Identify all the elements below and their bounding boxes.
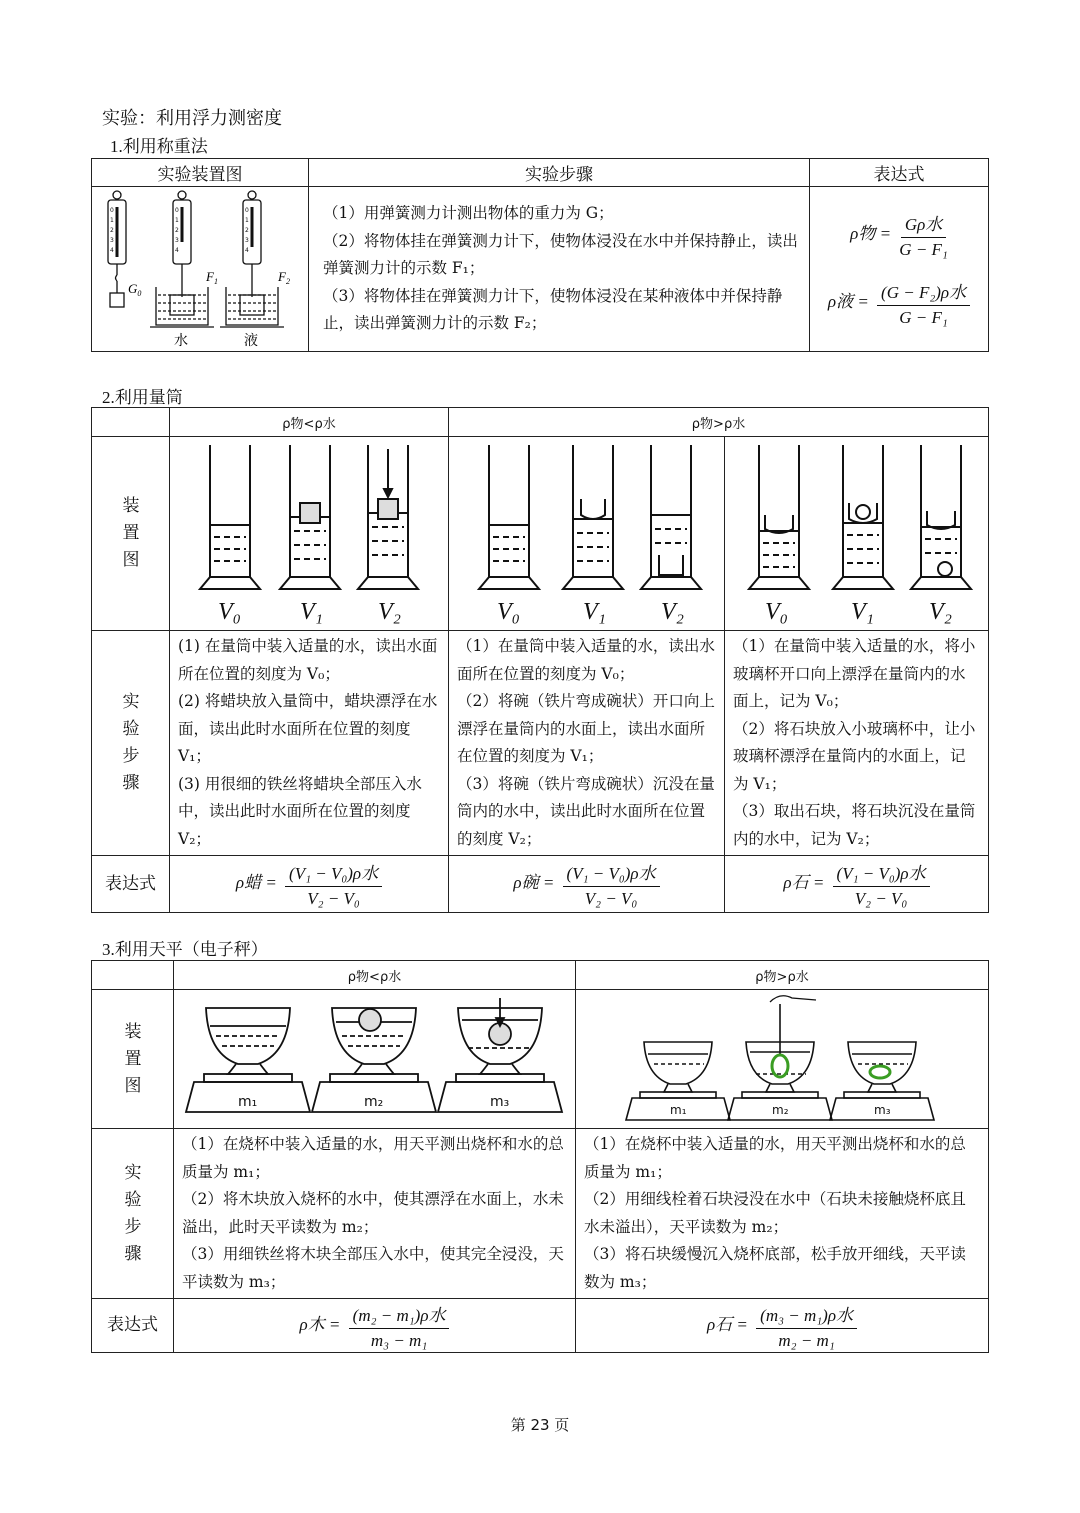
step-1: （1）用弹簧测力计测出物体的重力为 G； <box>323 204 614 223</box>
label-f1: $F_1$ <box>206 269 218 286</box>
balance-figure-b <box>576 990 988 1128</box>
section1-figure-cell <box>92 187 309 352</box>
step-a-1: (1) 在量筒中装入适量的水，读出水面所在位置的刻度为 V₀； <box>178 637 438 683</box>
col-header-steps: 实验步骤 <box>309 159 810 187</box>
steps-3a <box>174 1129 576 1299</box>
cylinder-figure-a <box>170 437 448 630</box>
label-m2: m₂ <box>364 1094 384 1110</box>
section1-table <box>91 158 989 352</box>
svg-text:2: 2 <box>175 227 179 234</box>
section2-heading: 2.利用量筒 <box>102 388 183 407</box>
section1-formulas <box>810 187 989 352</box>
label-v1: V₁ <box>300 599 324 625</box>
svg-text:0: 0 <box>175 207 179 214</box>
row-label-expression: 表达式 <box>92 856 170 913</box>
steps-b <box>449 631 725 856</box>
step-b-3: （3）将碗（铁片弯成碗状）沉没在量筒内的水中，读出此时水面所在位置的刻度 V₂； <box>457 774 715 848</box>
svg-text:3: 3 <box>245 237 249 244</box>
steps-3b <box>576 1129 989 1299</box>
label-v2-c: V₂ <box>929 599 953 625</box>
section1-heading: 1.利用称重法 <box>110 137 208 156</box>
steps-a <box>170 631 449 856</box>
label-m3: m₃ <box>490 1094 510 1110</box>
svg-text:0: 0 <box>245 207 249 214</box>
label-m1: m₁ <box>238 1094 258 1110</box>
step-3a-1: （1）在烧杯中装入适量的水，用天平测出烧杯和水的总质量为 m₁； <box>182 1135 564 1181</box>
page-title: 实验：利用浮力测密度 <box>102 108 282 129</box>
svg-text:4: 4 <box>175 247 179 254</box>
label-v1-b: V₁ <box>583 599 607 625</box>
svg-text:1: 1 <box>110 217 114 224</box>
step-a-3: (3) 用很细的铁丝将蜡块全部压入水中，读出此时水面所在位置的刻度 V₂； <box>178 774 422 848</box>
row-label-device-3: 装置图 <box>92 990 174 1129</box>
row-label-steps: 实验步骤 <box>92 631 170 856</box>
cylinder-figure-c <box>725 437 988 630</box>
page-number: 第 23 页 <box>510 1416 570 1434</box>
section1-steps <box>309 187 810 352</box>
cylinders-c <box>725 437 989 631</box>
step-3b-1: （1）在烧杯中装入适量的水，用天平测出烧杯和水的总质量为 m₁； <box>584 1135 966 1181</box>
row-label-expression-3: 表达式 <box>92 1299 174 1353</box>
step-3b-3: （3）将石块缓慢沉入烧杯底部，松手放开细线，天平读数为 m₃； <box>584 1245 966 1291</box>
step-3a-3: （3）用细铁丝将木块全部压入水中，使其完全浸没，天平读数为 m₃； <box>182 1245 564 1291</box>
label-v0-c: V₀ <box>765 599 789 625</box>
label-liquid: 液 <box>244 333 258 349</box>
formula-wax: ρ蜡 = $\frac{\text{(V₁ − V₀)ρ水}}{\text{V₂ − V₀}}$ <box>170 856 449 913</box>
section3-heading: 3.利用天平（电子秤） <box>102 940 268 959</box>
label-m1-b: m₁ <box>670 1103 687 1117</box>
step-c-3: （3）取出石块，将石块沉没在量筒内的水中，记为 V₂； <box>733 802 976 848</box>
label-f2: $F_2$ <box>278 269 290 286</box>
cylinders-a <box>170 437 449 631</box>
corner-cell <box>92 408 170 437</box>
cond-greater-3: ρ物>ρ水 <box>576 961 989 990</box>
label-m3-b: m₃ <box>874 1103 891 1117</box>
formula-density-liquid: ρ液 = $\frac{\text{(G − F₂)ρ水}}{\text{G − F₁}}$ <box>810 278 988 328</box>
cylinders-b <box>449 437 725 631</box>
row-label-device: 装置图 <box>92 437 170 631</box>
svg-text:4: 4 <box>110 247 114 254</box>
section3-table <box>91 960 989 1353</box>
step-2: （2）将物体挂在弹簧测力计下，使物体浸没在水中并保持静止，读出弹簧测力计的示数 F₁； <box>323 231 798 278</box>
label-water: 水 <box>174 333 188 349</box>
step-3: （3）将物体挂在弹簧测力计下，使物体浸没在某种液体中并保持静止，读出弹簧测力计的示数 F₂； <box>323 286 783 333</box>
formula-wood: ρ木 = $\frac{\text{(m₂ − m₁)ρ水}}{\text{m₃ − m₁}}$ <box>174 1299 576 1353</box>
svg-text:0: 0 <box>110 207 114 214</box>
step-3b-2: （2）用细线栓着石块浸没在水中（石块未接触烧杯底且水未溢出），天平读数为 m₂； <box>584 1190 966 1236</box>
svg-text:2: 2 <box>110 227 114 234</box>
svg-text:4: 4 <box>245 247 249 254</box>
col-header-device: 实验装置图 <box>92 159 309 187</box>
step-a-2: (2) 将蜡块放入量筒中，蜡块漂浮在水面，读出此时水面所在位置的刻度 V₁； <box>178 692 438 765</box>
section2-table <box>91 407 989 913</box>
step-c-1: （1）在量筒中装入适量的水，将小玻璃杯开口向上漂浮在量筒内的水面上，记为 V₀； <box>733 637 976 710</box>
col-header-expression: 表达式 <box>810 159 989 187</box>
cylinder-figure-b <box>449 437 724 630</box>
svg-text:2: 2 <box>245 227 249 234</box>
formula-stone: ρ石 = $\frac{\text{(V₁ − V₀)ρ水}}{\text{V₂ − V₀}}$ <box>725 856 989 913</box>
step-3a-2: （2）将木块放入烧杯的水中，使其漂浮在水面上，水未溢出，此时天平读数为 m₂； <box>182 1190 564 1236</box>
spring-scale-figure <box>92 187 308 351</box>
label-v0: V₀ <box>218 599 242 625</box>
formula-density-object: ρ物 = $\frac{\text{Gρ水}}{\text{G − F₁}}$ <box>810 210 988 260</box>
cond-less: ρ物<ρ水 <box>170 408 449 437</box>
cond-greater: ρ物>ρ水 <box>449 408 989 437</box>
formula-bowl: ρ碗 = $\frac{\text{(V₁ − V₀)ρ水}}{\text{V₂ − V₀}}$ <box>449 856 725 913</box>
svg-text:3: 3 <box>110 237 114 244</box>
row-label-steps-3: 实验步骤 <box>92 1129 174 1299</box>
step-b-2: （2）将碗（铁片弯成碗状）开口向上漂浮在量筒内的水面上，读出水面所在位置的刻度为 V₁； <box>457 692 715 765</box>
label-g0: $G_0$ <box>128 281 142 298</box>
corner-cell-3 <box>92 961 174 990</box>
label-v2: V₂ <box>378 599 402 625</box>
balances-b <box>576 990 989 1129</box>
balance-figure-a <box>174 990 575 1128</box>
formula-stone-3: ρ石 = $\frac{\text{(m₃ − m₁)ρ水}}{\text{m₂ − m₁}}$ <box>576 1299 989 1353</box>
steps-c <box>725 631 989 856</box>
label-v0-b: V₀ <box>497 599 521 625</box>
label-m2-b: m₂ <box>772 1103 789 1117</box>
svg-text:3: 3 <box>175 237 179 244</box>
svg-text:1: 1 <box>245 217 249 224</box>
balances-a <box>174 990 576 1129</box>
cond-less-3: ρ物<ρ水 <box>174 961 576 990</box>
label-v1-c: V₁ <box>851 599 875 625</box>
step-b-1: （1）在量筒中装入适量的水，读出水面所在位置的刻度为 V₀； <box>457 637 715 683</box>
svg-text:1: 1 <box>175 217 179 224</box>
label-v2-b: V₂ <box>661 599 685 625</box>
step-c-2: （2）将石块放入小玻璃杯中，让小玻璃杯漂浮在量筒内的水面上，记为 V₁； <box>733 719 976 793</box>
